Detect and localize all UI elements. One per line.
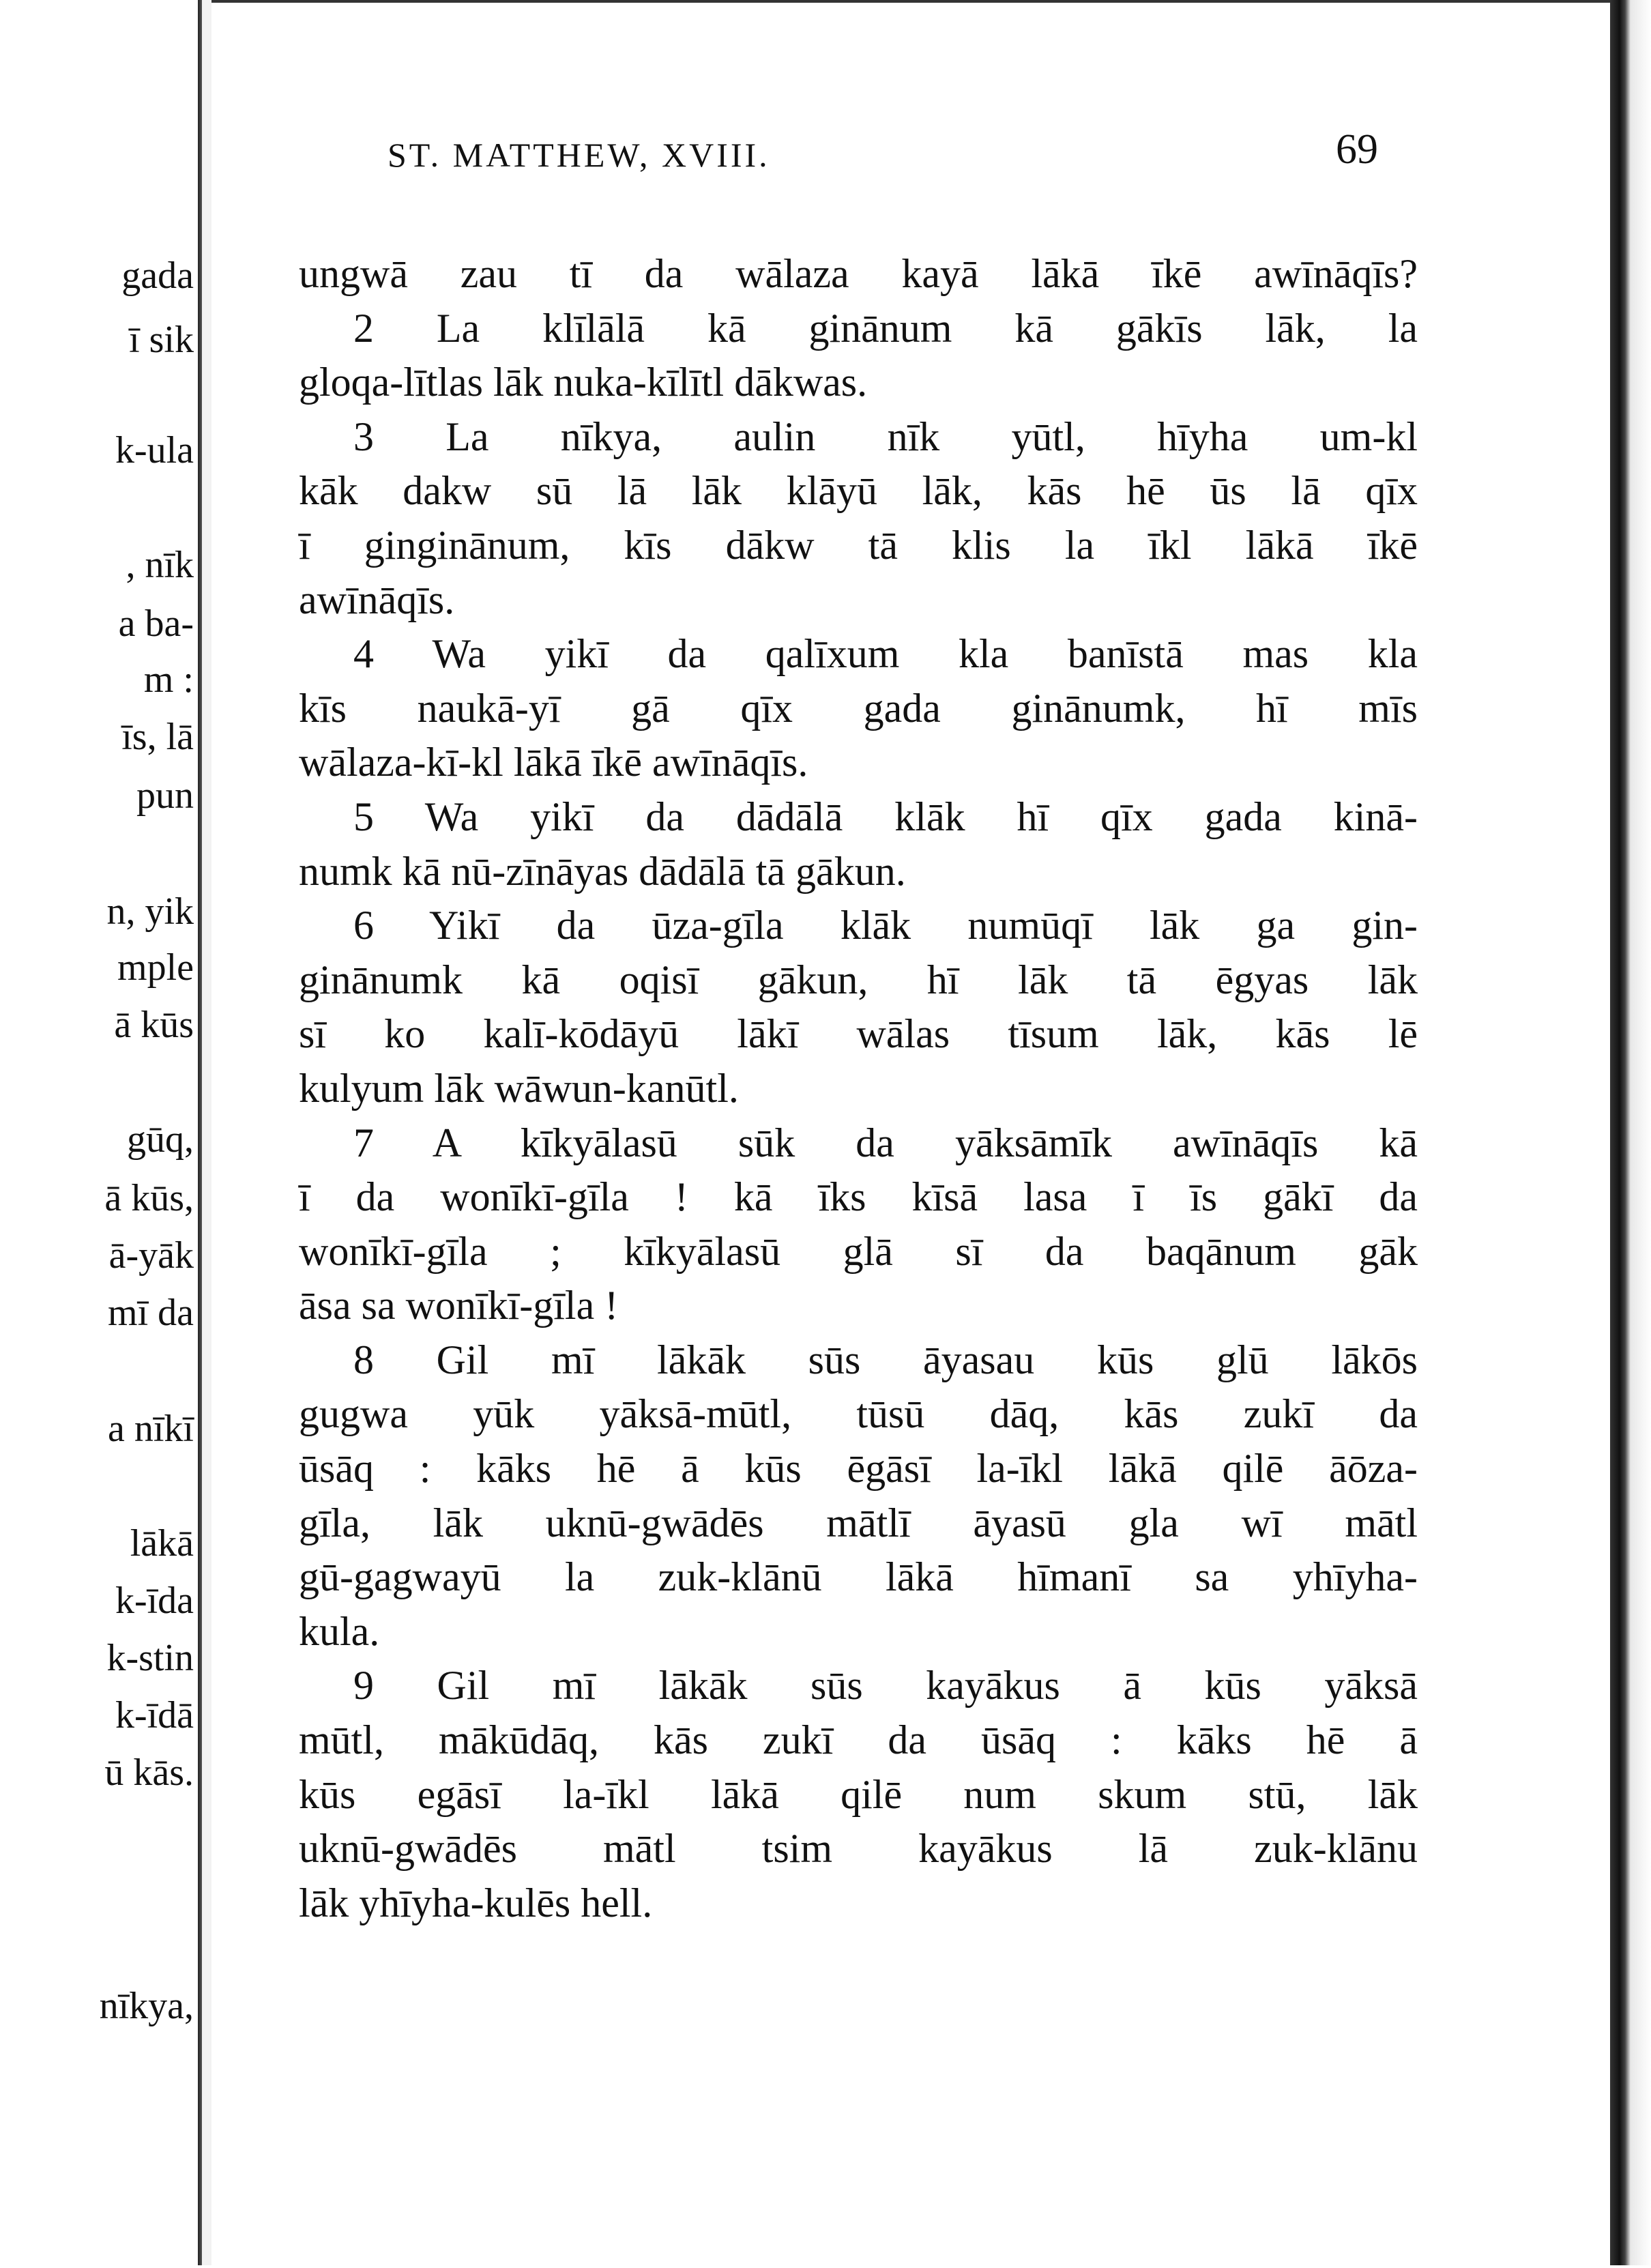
left-page-line: lākā [130, 1522, 194, 1565]
left-page-line: ī sik [129, 319, 194, 361]
left-page-line: n, yik [106, 890, 194, 933]
text-line: kulyum lāk wāwun-kanūtl. [299, 1065, 739, 1111]
left-page-line: a ba- [118, 602, 194, 645]
page-edge [1610, 0, 1651, 2265]
text-line: numk kā nū-zīnāyas dādālā tā gākun. [299, 848, 906, 894]
left-page-line: ā kūs, [104, 1177, 194, 1219]
verse-8-start: 8 Gil mī lākāk sūs āyasau kūs glū lākōs [353, 1337, 1418, 1382]
left-page-line: mī da [108, 1292, 194, 1334]
text-line: lāk yhīyha-kulēs hell. [299, 1880, 653, 1925]
text-line: ī ginginānum, kīs dākw tā klis la īkl lākā īkē [299, 522, 1418, 568]
text-line: mūtl, mākūdāq, kās zukī da ūsāq : kāks hē ā [299, 1717, 1418, 1763]
page-number: 69 [1336, 126, 1378, 173]
verse-6-start: 6 Yikī da ūza-gīla klāk numūqī lāk ga gin- [353, 903, 1418, 948]
text-line: gloqa-lītlas lāk nuka-kīlītl dākwas. [299, 360, 868, 405]
left-page-line: ā-yāk [108, 1234, 194, 1277]
left-page-line: ā kūs [114, 1004, 194, 1046]
left-page-line: gada [121, 255, 194, 297]
text-line: gū-gagwayū la zuk-klānū lākā hīmanī sa yhīyha- [299, 1554, 1418, 1600]
text-line: uknū-gwādēs mātl tsim kayākus lā zuk-klānu [299, 1826, 1418, 1872]
text-line: ungwā zau tī da wālaza kayā lākā īkē awīnāqīs? [299, 251, 1418, 296]
text-line: ūsāq : kāks hē ā kūs ēgāsī la-īkl lākā qilē āōza- [299, 1446, 1418, 1492]
left-page-line: nīkya, [99, 1985, 194, 2027]
left-page-line: ū kās. [104, 1751, 194, 1794]
text-line: sī ko kalī-kōdāyū lākī wālas tīsum lāk, kās lē [299, 1011, 1418, 1057]
text-line: āsa sa wonīkī-gīla ! [299, 1283, 619, 1328]
left-page-line: īs, lā [121, 716, 194, 758]
verse-7-start: 7 A kīkyālasū sūk da yāksāmīk awīnāqīs kā [353, 1120, 1418, 1165]
verse-2-start: 2 La klīlālā kā ginānum kā gākīs lāk, la [353, 305, 1418, 351]
verse-4-start: 4 Wa yikī da qalīxum kla banīstā mas kla [353, 631, 1418, 677]
left-page-line: k-stin [106, 1637, 194, 1679]
running-head: ST. MATTHEW, XVIII. [388, 136, 770, 174]
text-line: kāk dakw sū lā lāk klāyū lāk, kās hē ūs lā qīx [299, 468, 1418, 514]
text-line: kula. [299, 1608, 380, 1654]
page-body [299, 247, 1418, 1930]
left-page-line: k-īdā [115, 1694, 194, 1736]
text-line: ī da wonīkī-gīla ! kā īks kīsā lasa ī īs gākī da [299, 1174, 1418, 1220]
left-page-line: m : [143, 658, 194, 701]
gutter-shadow [202, 0, 211, 2265]
text-line: kūs egāsī la-īkl lākā qilē num skum stū, lāk [299, 1771, 1418, 1817]
left-page-line: k-īda [115, 1580, 194, 1622]
text-line: ginānumk kā oqisī gākun, hī lāk tā ēgyas lāk [299, 957, 1418, 1002]
verse-3-start: 3 La nīkya, aulin nīk yūtl, hīyha um-kl [353, 413, 1418, 459]
left-page-line: pun [136, 774, 194, 817]
left-page-line: mple [117, 946, 194, 989]
text-line: wālaza-kī-kl lākā īkē awīnāqīs. [299, 740, 808, 785]
left-page-line: a nīkī [108, 1408, 194, 1450]
text-line: gugwa yūk yāksā-mūtl, tūsū dāq, kās zukī da [299, 1391, 1418, 1437]
verse-9-start: 9 Gil mī lākāk sūs kayākus ā kūs yāksā [353, 1663, 1418, 1709]
text-line: awīnāqīs. [299, 577, 455, 622]
left-page-fragment [0, 0, 198, 2265]
left-page-line: gūq, [127, 1118, 194, 1161]
text-line: kīs naukā-yī gā qīx gada ginānumk, hī mīs [299, 685, 1418, 731]
left-page-line: , nīk [126, 544, 194, 586]
text-line: wonīkī-gīla ; kīkyālasū glā sī da baqānum gāk [299, 1228, 1418, 1274]
text-line: gīla, lāk uknū-gwādēs mātlī āyasū gla wī mātl [299, 1500, 1418, 1545]
left-page-line: k-ula [115, 429, 194, 471]
verse-5-start: 5 Wa yikī da dādālā klāk hī qīx gada kinā- [353, 794, 1418, 839]
